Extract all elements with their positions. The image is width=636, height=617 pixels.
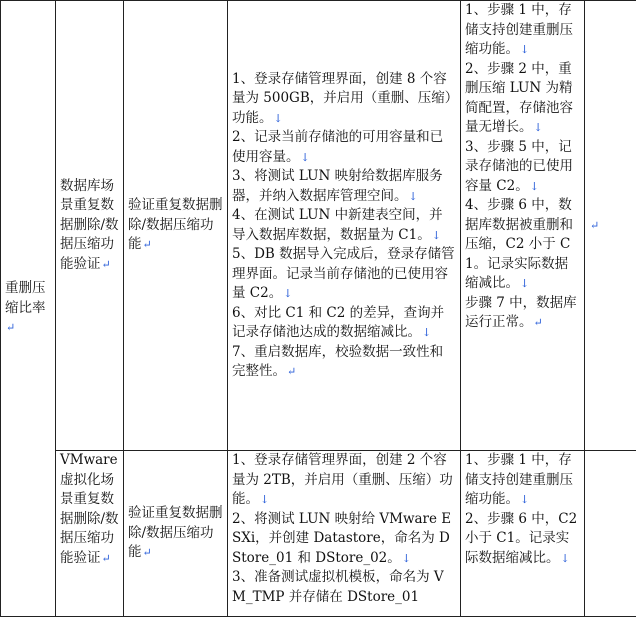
expected-item: 2、步骤 6 中，C2 小于 C1。记录实际数据缩减比。↓	[465, 510, 580, 569]
scene-cell	[56, 1, 124, 451]
scene-text: VMware 虚拟化场景重复数据删除/数据压缩功能验证	[60, 452, 119, 566]
step-item: 3、准备测试虚拟机模板，命名为 VM_TMP 并存储在 DStore_01	[232, 568, 456, 607]
step-item: 6、对比 C1 和 C2 的差异，查询并记录存储池达成的数据缩减比。↓	[232, 304, 456, 343]
paragraph-mark-icon: ↵	[102, 552, 111, 565]
step-item: 2、将测试 LUN 映射给 VMware ESXi，并创建 Datastore，命名为 DStore_01 和 DStore_02。↓	[232, 510, 456, 569]
paragraph-mark-icon: ↵	[102, 258, 111, 271]
expected-item: 1、步骤 1 中，存储支持创建重删压缩功能。↓	[465, 451, 580, 510]
line-break-arrow-icon: ↓	[283, 287, 292, 300]
paragraph-mark-icon: ↵	[143, 546, 152, 559]
line-break-arrow-icon: ↓	[274, 112, 283, 125]
paragraph-mark-icon: ↵	[287, 365, 296, 378]
line-break-arrow-icon: ↓	[402, 552, 411, 565]
paragraph-mark-icon: ↵	[143, 238, 152, 251]
paragraph-mark-icon: ↵	[590, 219, 599, 232]
expected-cell	[461, 1, 585, 451]
purpose-text: 验证重复数据删除/数据压缩功能	[128, 505, 223, 560]
expected-item: 步骤 7 中，数据库运行正常。↵	[465, 294, 580, 333]
line-break-arrow-icon: ↓	[520, 277, 529, 290]
paragraph-mark-icon: ↵	[6, 321, 15, 334]
paragraph-mark-icon: ↵	[534, 316, 543, 329]
line-break-arrow-icon: ↓	[530, 180, 539, 193]
purpose-text: 验证重复数据删除/数据压缩功能	[128, 197, 223, 252]
steps-cell	[228, 1, 461, 451]
line-break-arrow-icon: ↓	[534, 121, 543, 134]
line-break-arrow-icon: ↓	[409, 190, 418, 203]
scene-text: 数据库场景重复数据删除/数据压缩功能验证	[60, 178, 119, 272]
expected-item: 1、步骤 1 中，存储支持创建重删压缩功能。↓	[465, 1, 580, 60]
steps-cell	[228, 451, 461, 617]
step-item: 1、登录存储管理界面，创建 2 个容量为 2TB，并启用（重删、压缩）功能。↓	[232, 451, 456, 510]
step-item: 7、重启数据库，校验数据一致性和完整性。↵	[232, 343, 456, 382]
step-item: 2、记录当前存储池的可用容量和已使用容量。↓	[232, 128, 456, 167]
table-row	[1, 451, 636, 617]
step-item: 1、登录存储管理界面，创建 8 个容量为 500GB，并启用（重删、压缩）功能。↓	[232, 70, 456, 129]
line-break-arrow-icon: ↓	[432, 229, 441, 242]
expected-item: 3、步骤 5 中，记录存储池的已使用容量 C2。↓	[465, 138, 580, 197]
step-item: 5、DB 数据导入完成后，登录存储管理界面。记录当前存储池的已使用容量 C2。↓	[232, 245, 456, 304]
line-break-arrow-icon: ↓	[520, 43, 529, 56]
expected-item: 2、步骤 2 中，重删压缩 LUN 为精简配置，存储池容量无增长。↓	[465, 60, 580, 138]
step-item: 4、在测试 LUN 中新建表空间，并导入数据库数据，数据量为 C1。↓	[232, 206, 456, 245]
line-break-arrow-icon: ↓	[301, 151, 310, 164]
line-break-arrow-icon: ↓	[520, 493, 529, 506]
purpose-cell	[124, 1, 228, 451]
line-break-arrow-icon: ↓	[260, 493, 269, 506]
line-break-arrow-icon: ↓	[561, 552, 570, 565]
table-row	[1, 1, 636, 451]
scene-cell	[56, 451, 124, 617]
expected-cell	[461, 451, 585, 617]
line-break-arrow-icon: ↓	[422, 326, 431, 339]
purpose-cell	[124, 451, 228, 617]
row-label: 重删压缩比率	[5, 280, 46, 316]
row-label-cell	[1, 1, 56, 617]
remark-cell	[585, 451, 636, 617]
remark-cell	[585, 1, 636, 451]
expected-item: 4、步骤 6 中，数据库数据被重删和压缩，C2 小于 C1。记录实际数据缩减比。↓	[465, 196, 580, 294]
step-item: 3、将测试 LUN 映射给数据库服务器，并纳入数据库管理空间。↓	[232, 167, 456, 206]
